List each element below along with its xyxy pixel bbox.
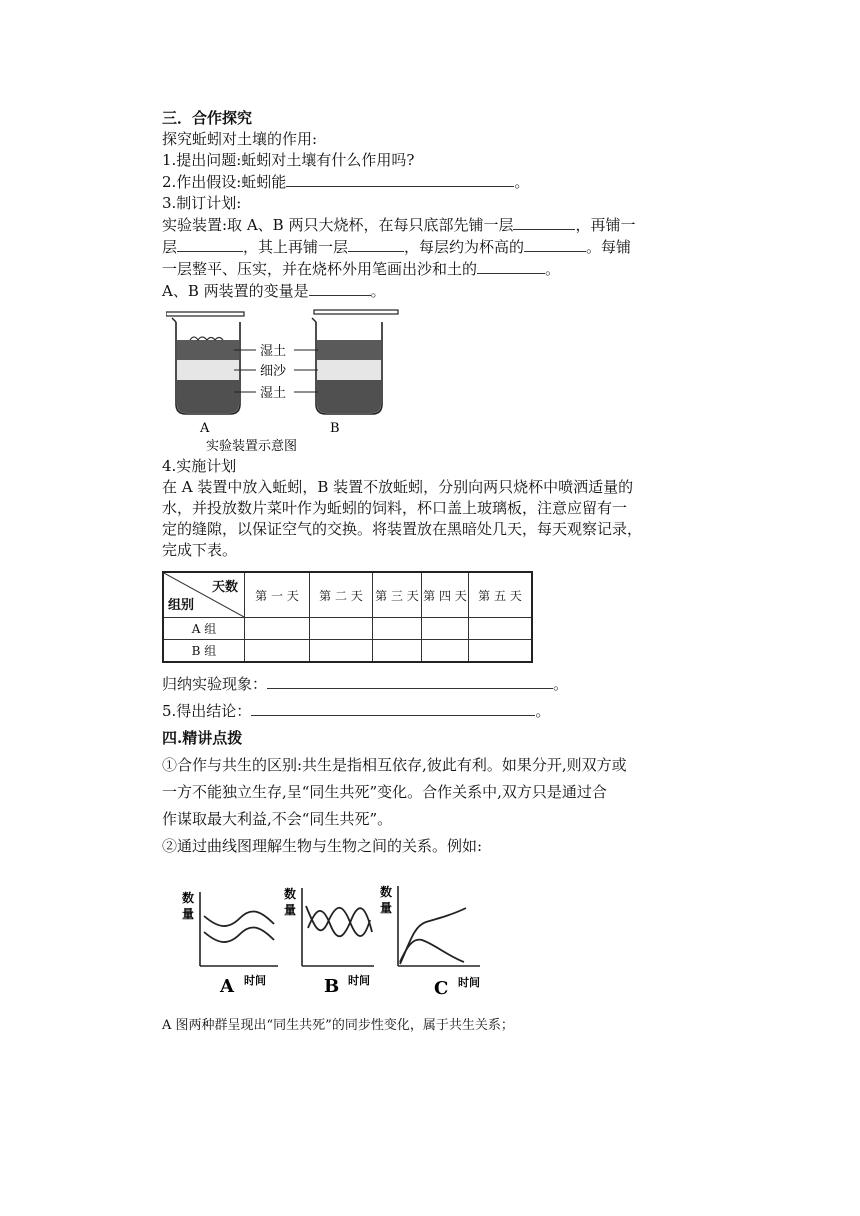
observation-table — [162, 571, 533, 663]
step-2-hypothesis — [162, 171, 702, 193]
curve-panel-b — [284, 886, 374, 997]
step-1-question: 1.提出问题:蚯蚓对土壤有什么作用吗? — [162, 151, 415, 169]
cell-a-day-2[interactable] — [310, 618, 373, 640]
step-3-plan: 3.制订计划: — [162, 194, 242, 212]
row-label-a: A 组 — [163, 618, 245, 640]
cell-a-day-4[interactable] — [422, 618, 469, 640]
conclusion-line — [162, 698, 702, 725]
cell-a-day-1[interactable] — [245, 618, 310, 640]
key-point-1-line-1: ①合作与共生的区别:共生是指相互依存,彼此有利。如果分开,则双方或 — [162, 756, 627, 774]
top-layer-blank[interactable] — [348, 236, 404, 252]
hypothesis-suffix: 。 — [514, 173, 530, 191]
table-corner-cell — [163, 572, 245, 618]
implement-para-2: 水，并投放数片菜叶作为蚯蚓的饲料，杯口盖上玻璃板，注意应留有一 — [162, 499, 628, 517]
boundary-blank[interactable] — [477, 258, 545, 274]
beaker-setup-figure — [166, 306, 416, 454]
variable-line — [162, 280, 702, 302]
note-panel-a: A 图两种群呈现出“同生共死”的同步性变化，属于共生关系； — [162, 1018, 514, 1033]
panel-a-ylabel-top: 数 — [182, 891, 195, 905]
cell-b-day-5[interactable] — [469, 640, 533, 663]
cell-b-day-3[interactable] — [373, 640, 422, 663]
section-heading-key-points: 四.精讲点拨 — [162, 729, 243, 747]
curve-panel-c — [380, 884, 480, 999]
label-wet-soil-top: 湿土 — [260, 344, 287, 359]
step-4-implement: 4.实施计划 — [162, 457, 237, 475]
hypothesis-prefix: 2.作出假设:蚯蚓能 — [162, 173, 287, 191]
summary-suffix: 。 — [553, 675, 569, 693]
worksheet-page — [162, 108, 702, 1036]
conclusion-prefix: 5.得出结论： — [162, 702, 252, 720]
cell-b-day-4[interactable] — [422, 640, 469, 663]
panel-b-ylabel-bottom: 量 — [284, 903, 297, 917]
plan-text-3a: 一层整平、压实，并在烧杯外用笔画出沙和土的 — [162, 260, 478, 278]
figure-caption: 实验装置示意图 — [206, 439, 298, 454]
label-beaker-a: A — [200, 421, 210, 436]
key-point-1-line-3: 作谋取最大利益,不会“同生共死”。 — [162, 810, 393, 828]
label-wet-soil-bottom: 湿土 — [260, 386, 287, 401]
summary-line — [162, 671, 702, 698]
header-day-1: 第 一 天 — [245, 572, 310, 618]
variable-text: A、B 两装置的变量是 — [162, 282, 309, 300]
panel-a-curve-1 — [204, 911, 274, 926]
plan-line-3 — [162, 258, 702, 280]
wet-soil-top-a — [177, 340, 239, 360]
inquiry-intro: 探究蚯蚓对土壤的作用: — [162, 130, 318, 148]
panel-c-curve-winner — [400, 908, 466, 964]
plan-text-2c: ，每层约为杯高的 — [404, 238, 525, 256]
plan-text-1a: 实验装置:取 A、B 两只大烧杯，在每只底部先铺一层 — [162, 216, 514, 234]
plan-text-2a: 层 — [162, 238, 178, 256]
plan-text-2d: 。每铺 — [586, 238, 632, 256]
conclusion-suffix: 。 — [535, 702, 551, 720]
panel-a-xlabel: 时间 — [244, 974, 266, 987]
wet-soil-bottom-a — [177, 380, 239, 413]
hypothesis-blank[interactable] — [286, 171, 514, 187]
wet-soil-bottom-b — [317, 380, 381, 413]
fine-sand-a — [177, 360, 239, 380]
section-heading-cooperative-inquiry: 三．合作探究 — [162, 109, 253, 127]
plan-text-3b: 。 — [545, 260, 561, 278]
corner-days-label: 天数 — [211, 580, 238, 595]
panel-c-label: C — [434, 978, 449, 999]
panel-b-xlabel: 时间 — [348, 974, 370, 987]
implement-para-3: 定的缝隙，以保证空气的交换。将装置放在黑暗处几天，每天观察记录， — [162, 520, 643, 538]
panel-a-ylabel-bottom: 量 — [182, 907, 195, 921]
panel-b-ylabel-top: 数 — [284, 887, 297, 901]
population-curves-figure — [178, 882, 498, 1002]
cell-a-day-5[interactable] — [469, 618, 533, 640]
fine-sand-b — [317, 360, 381, 380]
label-beaker-b: B — [330, 421, 340, 436]
wet-soil-top-b — [317, 340, 381, 360]
middle-layer-blank[interactable] — [177, 236, 243, 252]
panel-b-curve-prey — [306, 906, 370, 936]
beaker-a — [166, 312, 244, 414]
row-label-b: B 组 — [163, 640, 245, 663]
variable-blank[interactable] — [309, 280, 371, 296]
cell-b-day-1[interactable] — [245, 640, 310, 663]
variable-suffix: 。 — [370, 282, 386, 300]
panel-c-xlabel: 时间 — [458, 976, 480, 989]
header-day-2: 第 二 天 — [310, 572, 373, 618]
layer-height-blank[interactable] — [524, 236, 586, 252]
panel-c-ylabel-top: 数 — [380, 885, 393, 899]
curve-panel-a — [182, 890, 278, 997]
plan-text-2b: ，其上再铺一层 — [243, 238, 349, 256]
header-day-4: 第 四 天 — [422, 572, 469, 618]
panel-c-ylabel-bottom: 量 — [380, 901, 393, 915]
header-day-5: 第 五 天 — [469, 572, 533, 618]
key-point-2: ②通过曲线图理解生物与生物之间的关系。例如: — [162, 837, 483, 855]
plan-text-1b: ，再铺一 — [575, 216, 636, 234]
glass-cover-b — [314, 310, 398, 314]
summary-blank[interactable] — [267, 673, 553, 689]
earthworms — [190, 337, 223, 340]
label-fine-sand: 细沙 — [260, 364, 287, 379]
implement-para-4: 完成下表。 — [162, 541, 238, 559]
cell-b-day-2[interactable] — [310, 640, 373, 663]
panel-b-curve-predator — [308, 908, 372, 936]
panel-a-label: A — [220, 976, 234, 997]
corner-group-label: 组别 — [168, 598, 195, 613]
panel-b-label: B — [324, 976, 340, 997]
bottom-layer-blank[interactable] — [513, 214, 575, 230]
plan-line-2 — [162, 236, 702, 258]
implement-para-1: 在 A 装置中放入蚯蚓，B 装置不放蚯蚓，分别向两只烧杯中喷洒适量的 — [162, 478, 634, 496]
plan-line-1 — [162, 214, 702, 236]
summary-prefix: 归纳实验现象： — [162, 675, 268, 693]
panel-a-curve-2 — [204, 927, 274, 942]
glass-cover-a — [166, 312, 244, 316]
conclusion-blank[interactable] — [251, 700, 535, 716]
cell-a-day-3[interactable] — [373, 618, 422, 640]
key-point-1-line-2: 一方不能独立生存,呈“同生共死”变化。合作关系中,双方只是通过合 — [162, 783, 607, 801]
header-day-3: 第 三 天 — [373, 572, 422, 618]
beaker-b — [312, 310, 398, 414]
